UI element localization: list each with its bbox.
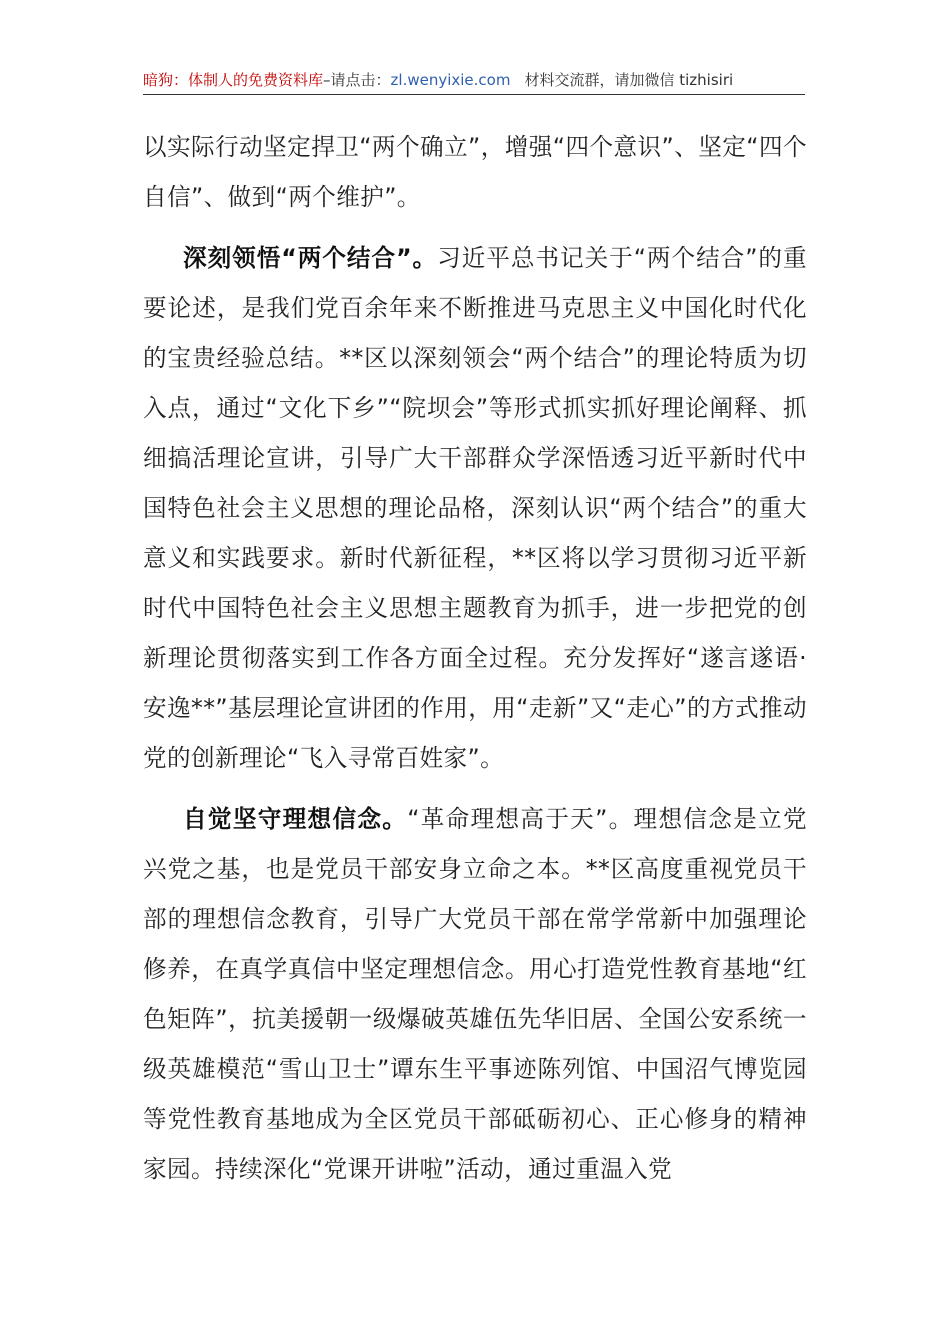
paragraph-two-combinations [143,233,807,783]
document-body [143,122,807,1194]
header-site-link[interactable]: zl.wenyixie.com [390,71,511,89]
paragraph-ideals-beliefs [143,794,807,1194]
paragraph-text: 习近平总书记关于“两个结合”的重要论述，是我们党百余年来不断推进马克思主义中国化时代化的宝贵经验总结。**区以深刻领会“两个结合”的理论特质为切入点，通过“文化下乡”“院坝会”等形式抓实抓好理论阐释、抓细搞活理论宣讲，引导广大干部群众学深悟透习近平新时代中国特色社会主义思想的理论品格，深刻认识“两个结合”的重大意义和实践要求。新时代新征程，**区将以学习贯彻习近平新时代中国特色社会主义思想主题教育为抓手，进一步把党的创新理论贯彻落实到工作各方面全过程。充分发挥好“遂言遂语·安逸**”基层理论宣讲团的作用，用“走新”又“走心”的方式推动党的创新理论“飞入寻常百姓家”。 [143,244,807,772]
header-prompt: –请点击： [323,71,391,89]
header-site-name: 暗狗：体制人的免费资料库 [143,71,324,89]
paragraph-heading: 自觉坚守理想信念。 [183,805,408,833]
paragraph-text: “革命理想高于天”。理想信念是立党兴党之基，也是党员干部安身立命之本。**区高度重视党员干部的理想信念教育，引导广大党员干部在常学常新中加强理论修养，在真学真信中坚定理想信念。用心打造党性教育基地“红色矩阵”，抗美援朝一级爆破英雄伍先华旧居、全国公安系统一级英雄模范“雪山卫士”谭东生平事迹陈列馆、中国沼气博览园等党性教育基地成为全区党员干部砥砺初心、正心修身的精神家园。持续深化“党课开讲啦”活动，通过重温入党 [143,805,807,1183]
header-wechat-note: 材料交流群，请加微信 tizhisiri [524,71,734,89]
paragraph-text: 以实际行动坚定捍卫“两个确立”，增强“四个意识”、坚定“四个自信”、做到“两个维护”。 [143,133,807,211]
paragraph-heading: 深刻领悟“两个结合”。 [183,244,438,272]
paragraph-continuation [143,122,807,222]
page-header [143,68,805,95]
